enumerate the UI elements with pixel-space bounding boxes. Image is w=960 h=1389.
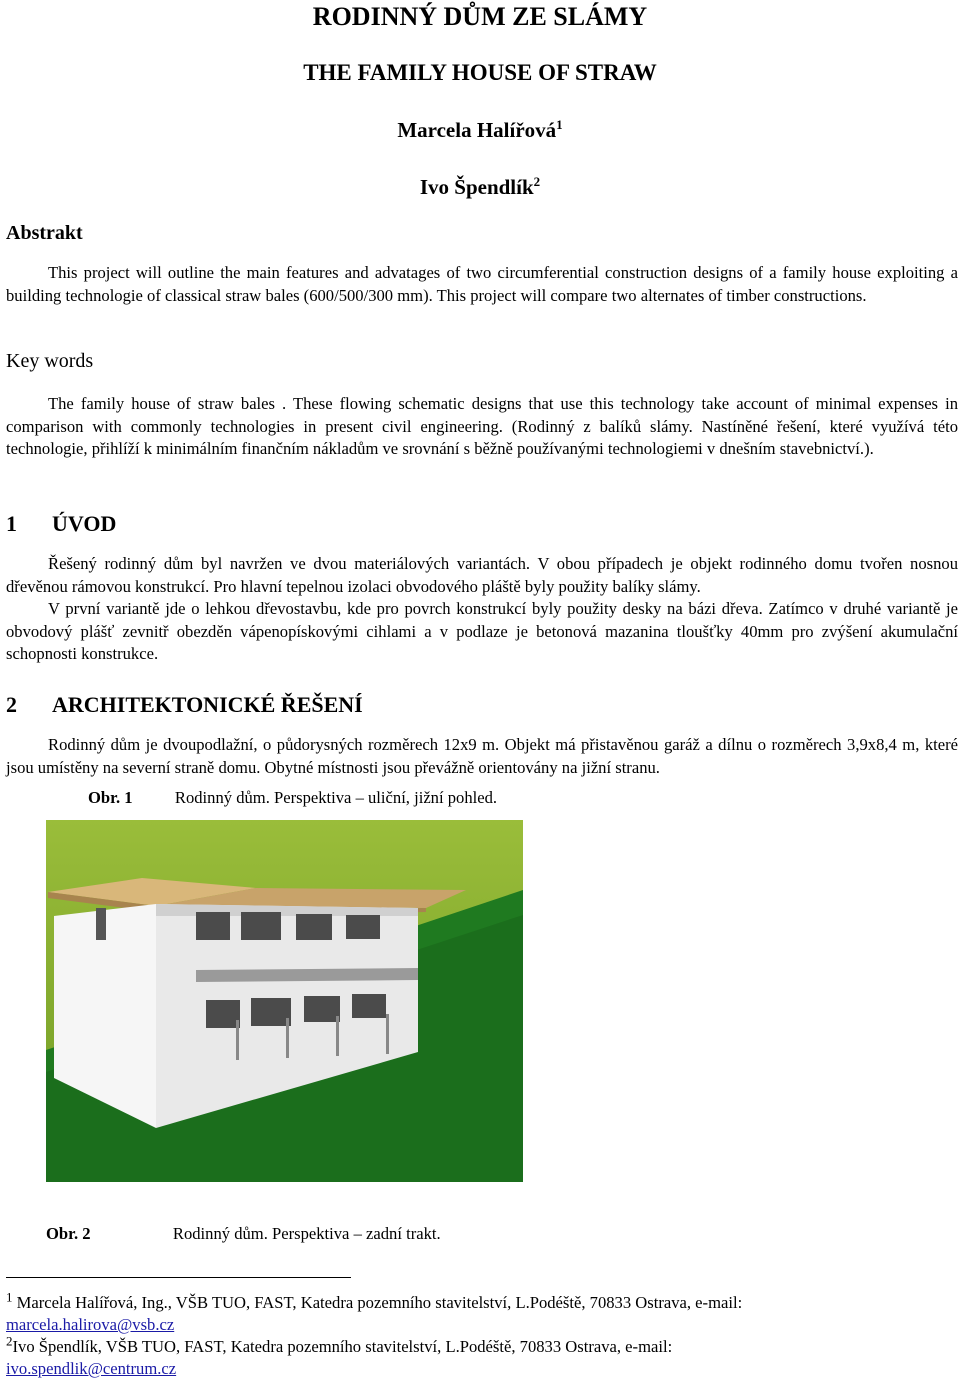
section-1-paragraph-2: V první variantě jde o lehkou dřevostavbu, kde pro povrch konstrukcí byly použity desky na bázi dřeva. Zatímco v druhé variantě je obvodový plášť zevnitř obezděn vápenopískovými cihlami a v podlaze je betonová mazanina tloušťky 40mm pro zvýšení akumulační schopnosti konstrukce. xyxy=(6,599,958,663)
footnote-2-email-link[interactable]: ivo.spendlik@centrum.cz xyxy=(6,1359,177,1378)
section-2-paragraph-1: Rodinný dům je dvoupodlažní, o půdorysných rozměrech 12x9 m. Objekt má přistavěnou garáž a dílnu o rozměrech 3,9x8,4 m, které jsou umístěny na severní straně domu. Obytné místnosti jsou převážně orientovány na jižní stranu. xyxy=(6,735,958,777)
section-2-number: 2 xyxy=(6,692,17,717)
house-perspective-image xyxy=(46,820,523,1182)
footnote-1-mark: 1 xyxy=(6,1289,13,1305)
paper-title-cz: RODINNÝ DŮM ZE SLÁMY xyxy=(312,2,648,31)
paper-title-en: THE FAMILY HOUSE OF STRAW xyxy=(303,60,657,85)
section-1-number: 1 xyxy=(6,511,17,536)
figure-1-caption-text: Rodinný dům. Perspektiva – uliční, jižní pohled. xyxy=(174,788,498,807)
author-1-name: Marcela Halířová xyxy=(397,118,557,142)
footnote-2 xyxy=(6,1333,958,1380)
abstract-text xyxy=(6,262,958,307)
figure-2-caption-text: Rodinný dům. Perspektiva – zadní trakt. xyxy=(172,1224,441,1243)
abstract-heading: Abstrakt xyxy=(6,222,83,244)
author-2-sup: 2 xyxy=(533,174,541,189)
footnote-2-text: Ivo Špendlík, VŠB TUO, FAST, Katedra pozemního stavitelství, L.Podéště, 70833 Ostrava, e-mail: xyxy=(12,1337,673,1356)
keywords-paragraph: The family house of straw bales . These flowing schematic designs that use this technology take account of minimal expenses in comparison with commonly technologies in present civil engineering. (Rodinný z balíků slámy. Nastíněné řešení, které využívá této technologie, přihlíží k minimálním finančním nákladům ve srovnání s běžně používanými technologiemi v dnešním stavebnictví.). xyxy=(6,394,958,458)
section-1-heading xyxy=(6,511,116,537)
figure-2-label: Obr. 2 xyxy=(46,1224,91,1243)
footnote-1 xyxy=(6,1289,958,1336)
section-1-body xyxy=(6,553,958,666)
author-1-sup: 1 xyxy=(556,117,563,132)
author-2 xyxy=(0,175,960,200)
section-2-body xyxy=(6,734,958,779)
footnote-1-email-link[interactable]: marcela.halirova@vsb.cz xyxy=(6,1315,175,1334)
footnote-1-text: Marcela Halířová, Ing., VŠB TUO, FAST, Katedra pozemního stavitelství, L.Podéště, 70833 Ostrava, e-mail: xyxy=(16,1293,743,1312)
keywords-heading: Key words xyxy=(6,350,94,372)
section-1-paragraph-1: Řešený rodinný dům byl navržen ve dvou materiálových variantách. V obou případech je objekt rodinného domu tvořen nosnou dřevěnou rámovou konstrukcí. Pro hlavní tepelnou izolaci obvodového pláště byly použity balíky slámy. xyxy=(6,554,958,596)
figure-2-caption xyxy=(46,1224,441,1244)
figure-1-label: Obr. 1 xyxy=(88,788,133,807)
keywords-text xyxy=(6,393,958,461)
footnote-2-mark: 2 xyxy=(6,1333,13,1349)
section-2-title: ARCHITEKTONICKÉ ŘEŠENÍ xyxy=(52,692,363,717)
figure-1-caption xyxy=(88,788,497,808)
author-2-name: Ivo Špendlík xyxy=(419,175,534,199)
footnote-separator xyxy=(6,1277,351,1278)
section-1-title: ÚVOD xyxy=(52,511,117,536)
abstract-paragraph: This project will outline the main features and advatages of two circumferential construction designs of a family house exploiting a building technologie of classical straw bales (600/500/300 mm). This project will compare two alternates of timber constructions. xyxy=(6,263,958,305)
author-1 xyxy=(0,118,960,143)
section-2-heading xyxy=(6,692,363,718)
